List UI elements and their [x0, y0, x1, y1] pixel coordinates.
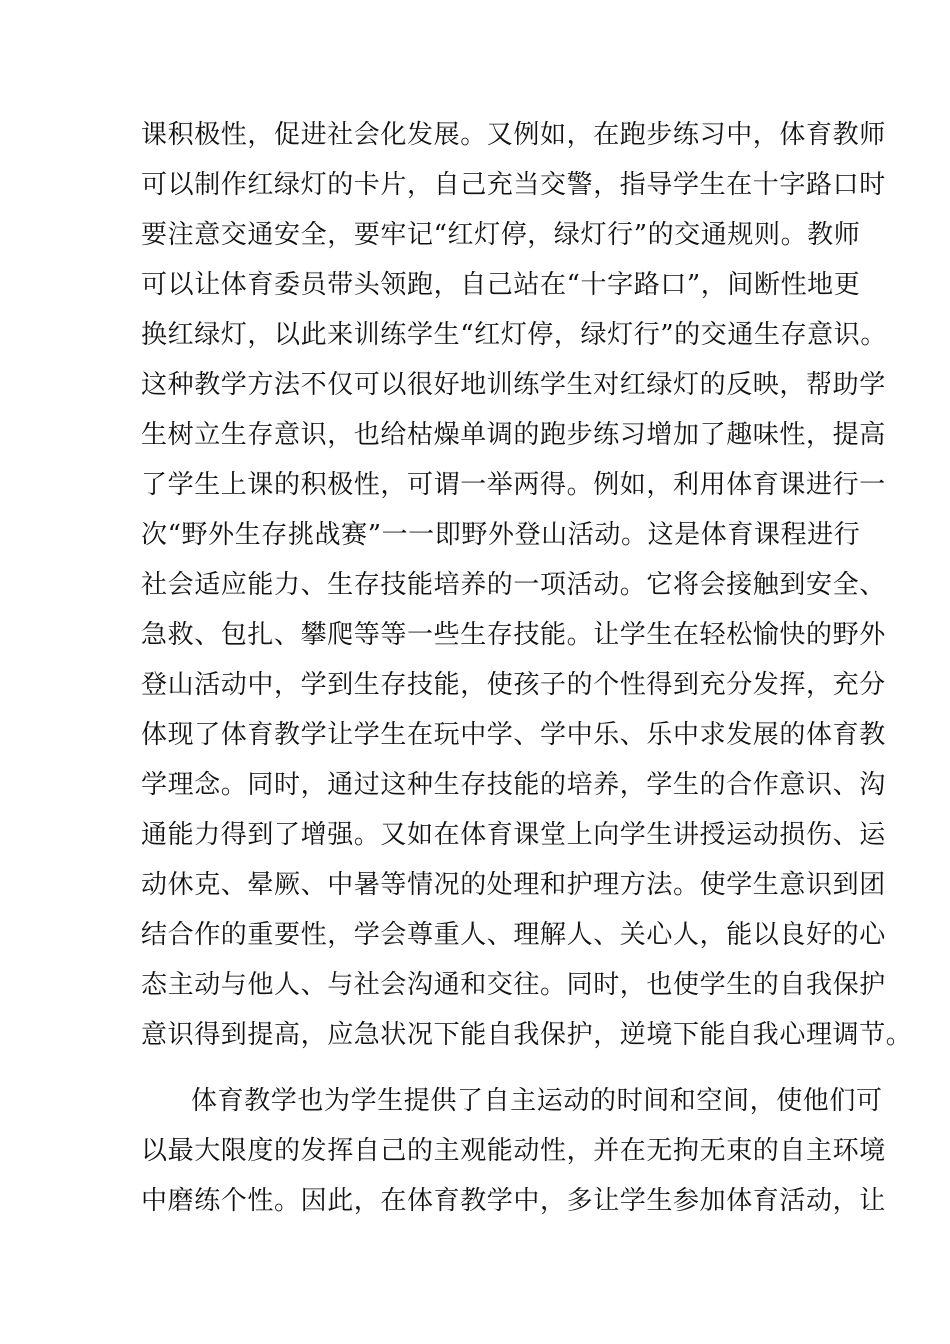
text-line: 可以让体育委员带头领跑，自己站在“十字路口”，间断性地更 — [141, 270, 861, 300]
text-line: 体育教学也为学生提供了自主运动的时间和空间，使他们可 — [191, 1086, 883, 1116]
text-line: 意识得到提高，应急状况下能自我保护，逆境下能自我心理调节。 — [141, 1020, 913, 1050]
text-line: 以最大限度的发挥自己的主观能动性，并在无拘无束的自主环境 — [141, 1136, 886, 1166]
text-line: 动休克、晕厥、中暑等情况的处理和护理方法。使学生意识到团 — [141, 870, 886, 900]
text-line: 这种教学方法不仅可以很好地训练学生对红绿灯的反映，帮助学 — [141, 370, 886, 400]
text-line: 了学生上课的积极性，可谓一举两得。例如，利用体育课进行一 — [141, 470, 886, 500]
text-line: 通能力得到了增强。又如在体育课堂上向学生讲授运动损伤、运 — [141, 820, 886, 850]
text-line: 社会适应能力、生存技能培养的一项活动。它将会接触到安全、 — [141, 570, 886, 600]
text-line: 换红绿灯，以此来训练学生“红灯停，绿灯行”的交通生存意识。 — [141, 320, 887, 350]
text-line: 要注意交通安全，要牢记“红灯停，绿灯行”的交通规则。教师 — [141, 220, 861, 250]
text-line: 体现了体育教学让学生在玩中学、学中乐、乐中求发展的体育教 — [141, 720, 886, 750]
text-line: 课积极性，促进社会化发展。又例如，在跑步练习中，体育教师 — [141, 120, 886, 150]
text-line: 生树立生存意识，也给枯燥单调的跑步练习增加了趣味性，提高 — [141, 420, 886, 450]
text-line: 次“野外生存挑战赛”一一即野外登山活动。这是体育课程进行 — [141, 520, 861, 550]
text-line: 结合作的重要性，学会尊重人、理解人、关心人，能以良好的心 — [141, 920, 886, 950]
text-line: 学理念。同时，通过这种生存技能的培养，学生的合作意识、沟 — [141, 770, 886, 800]
text-line: 态主动与他人、与社会沟通和交往。同时，也使学生的自我保护 — [141, 970, 886, 1000]
text-line: 急救、包扎、攀爬等等一些生存技能。让学生在轻松愉快的野外 — [141, 620, 886, 650]
text-line: 中磨练个性。因此，在体育教学中，多让学生参加体育活动，让 — [141, 1186, 886, 1216]
text-line: 可以制作红绿灯的卡片，自己充当交警，指导学生在十字路口时 — [141, 170, 886, 200]
text-line: 登山活动中，学到生存技能，使孩子的个性得到充分发挥，充分 — [141, 670, 886, 700]
